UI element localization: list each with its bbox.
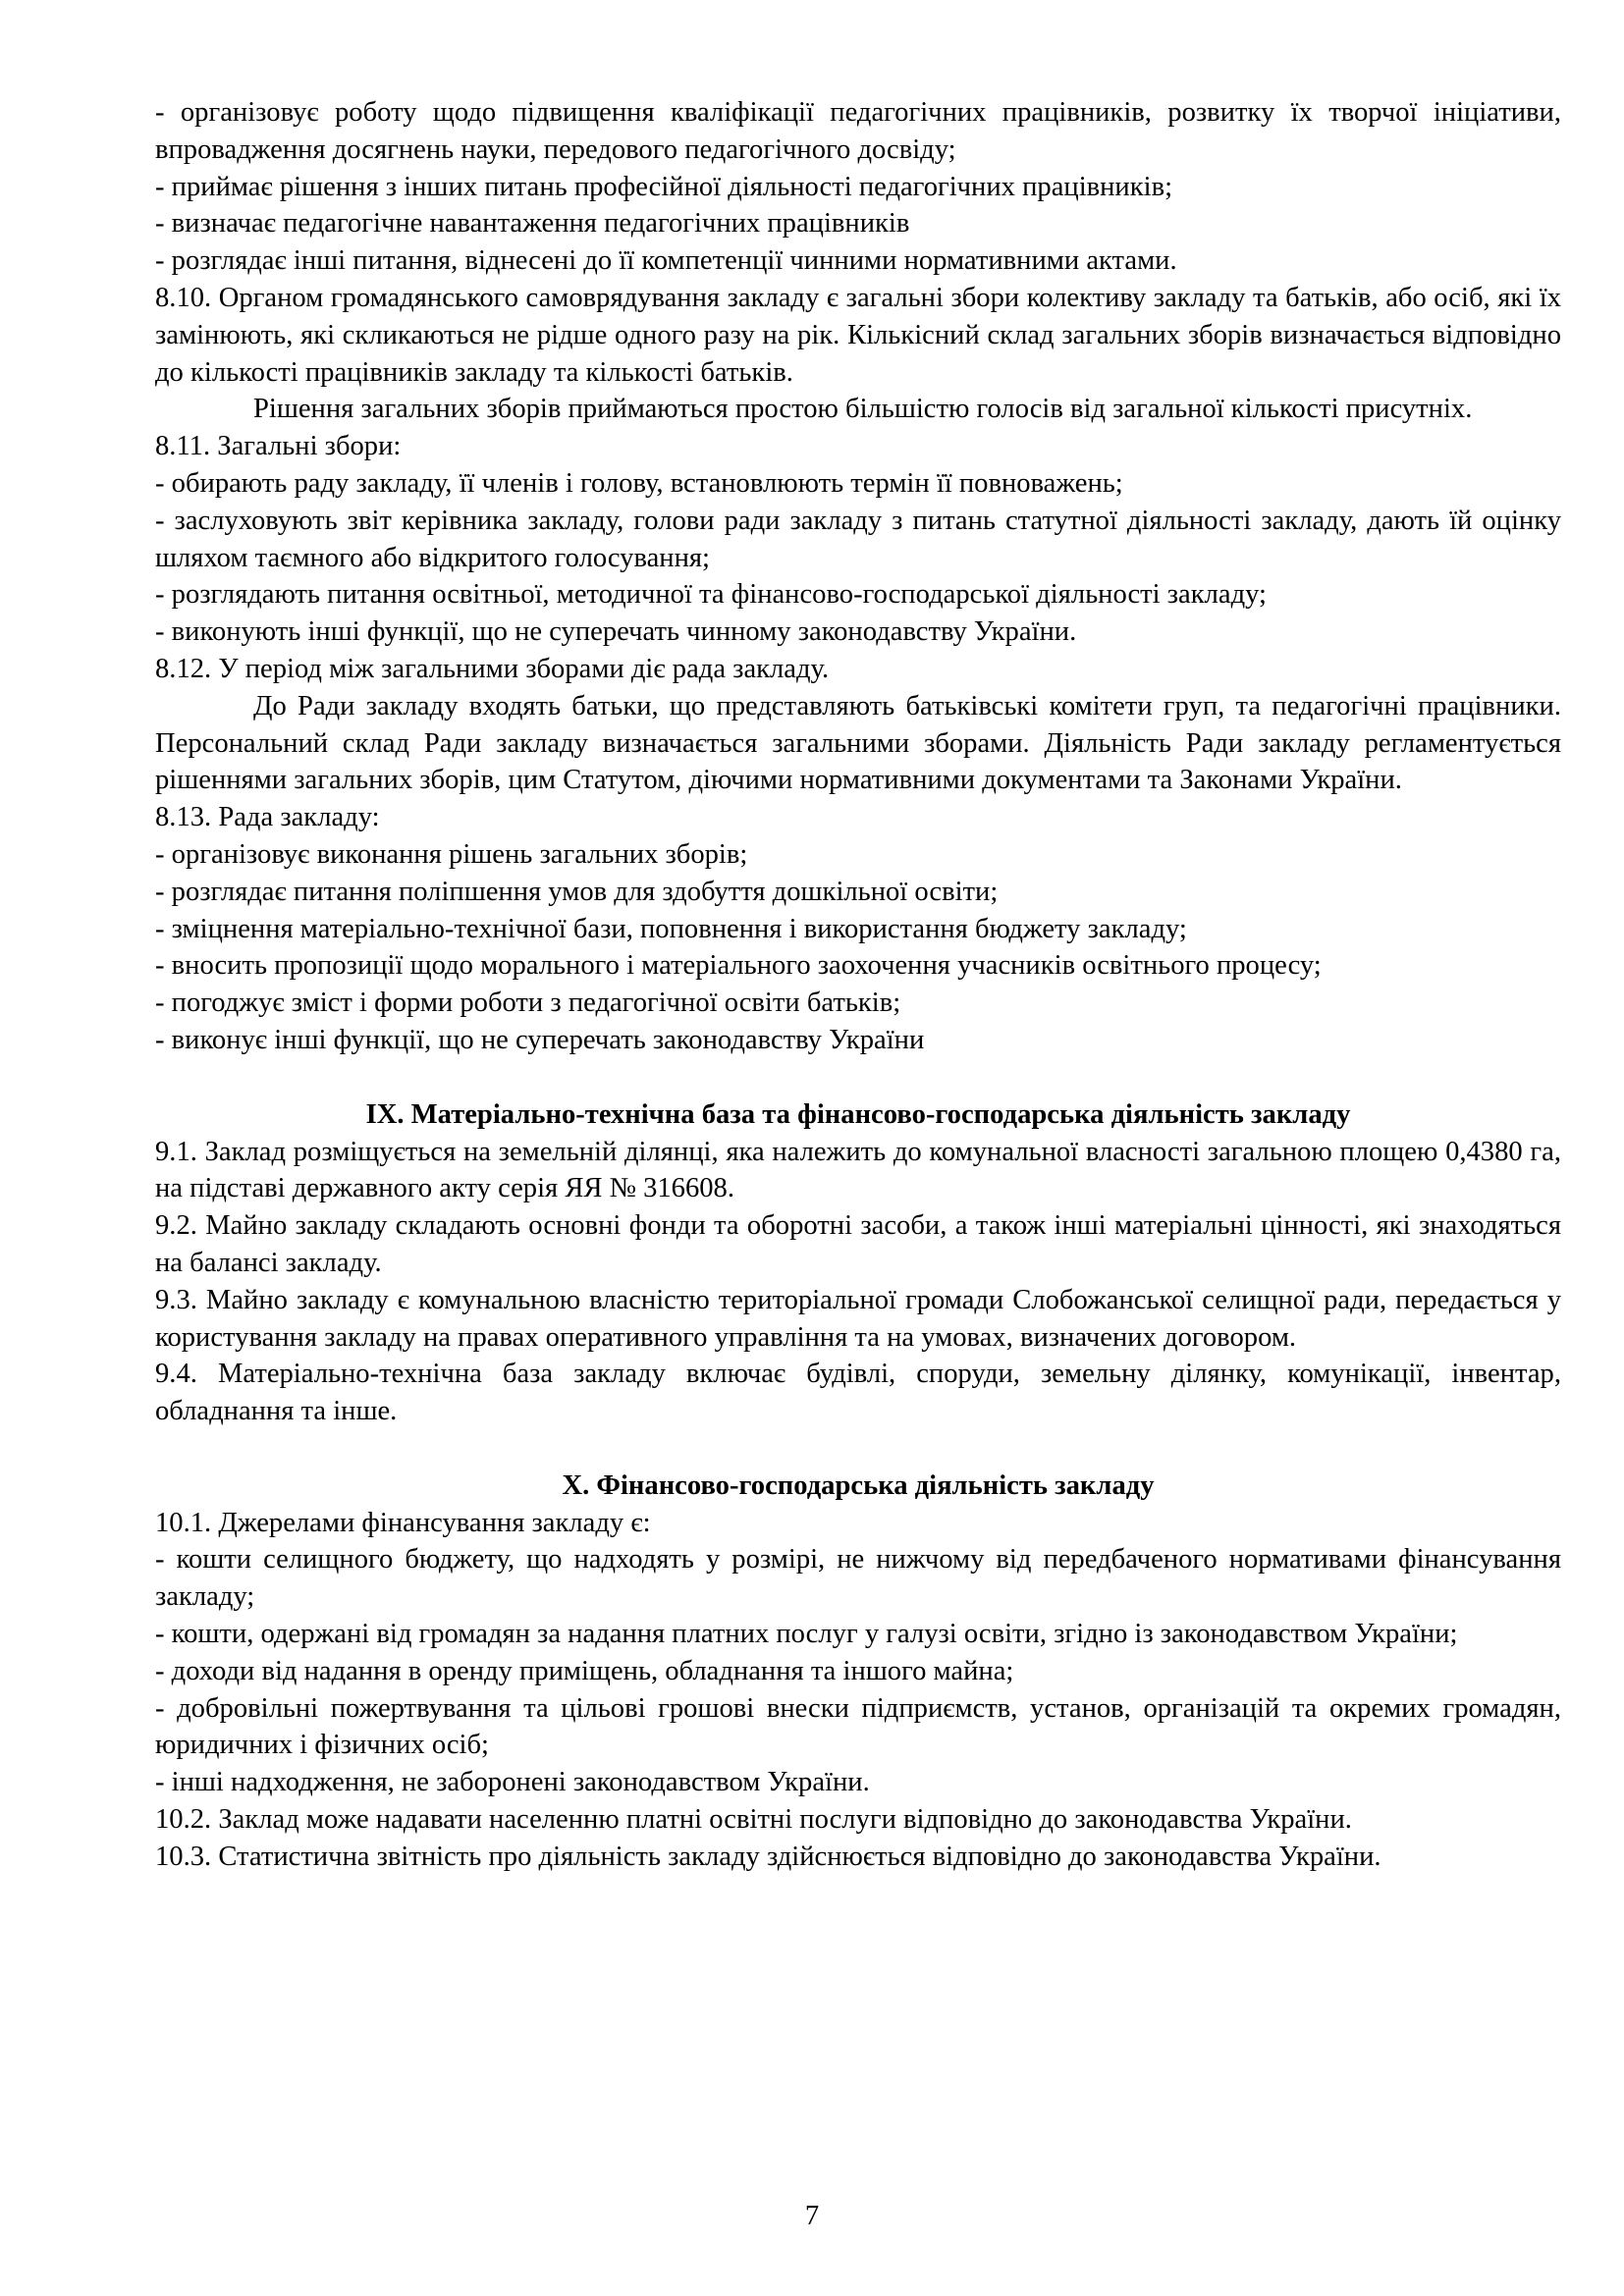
paragraph: - добровільні пожертвування та цільові грошові внески підприємств, установ, організацій та окремих громадян, юридичних і фізичних осіб; (155, 1692, 1561, 1761)
paragraph: - виконує інші функції, що не суперечать законодавству України (155, 1024, 925, 1055)
paragraph: Рішення загальних зборів приймаються простою більшістю голосів від загальної кількості присутніх. (253, 394, 1473, 425)
paragraph: До Ради закладу входять батьки, що представляють батьківські комітети груп, та педагогічні працівники. Персональний склад Ради закладу визначається загальними зборами. Діяльність Ради закладу регламентується рішеннями загальних зборів, цим Статутом, діючими нормативними документами та Законами України. (155, 690, 1561, 796)
page-number: 7 (804, 2201, 820, 2231)
paragraph-9-3: 9.3. Майно закладу є комунальною власністю територіальної громади Слобожанської селищної ради, передається у користування закладу на правах оперативного управління та на умовах, визначених договором. (155, 1284, 1561, 1353)
paragraph-8-13: 8.13. Рада закладу: (155, 802, 380, 833)
paragraph-8-10: 8.10. Органом громадянського самоврядування закладу є загальні збори колективу закладу та батьків, або осіб, які їх замінюють, які скликаються не рідше одного разу на рік. Кількісний склад загальних зборів визначається відповідно до кількості працівників закладу та кількості батьків. (155, 282, 1561, 388)
paragraph: - приймає рішення з інших питань професійної діяльності педагогічних працівників; (155, 171, 1173, 202)
paragraph-10-3: 10.3. Статистична звітність про діяльність закладу здійснюється відповідно до законодавства України. (155, 1841, 1381, 1872)
section-heading-9: IX. Матеріально-технічна база та фінансово-господарська діяльність закладу (365, 1098, 1351, 1130)
paragraph-8-12: 8.12. У період між загальними зборами діє рада закладу. (155, 653, 830, 684)
paragraph: - кошти, одержані від громадян за надання платних послуг у галузі освіти, згідно із законодавством України; (155, 1619, 1458, 1650)
paragraph: - виконують інші функції, що не суперечать чинному законодавству України. (155, 616, 1077, 648)
paragraph: - погоджує зміст і форми роботи з педагогічної освіти батьків; (155, 988, 901, 1019)
spacer (155, 1059, 1561, 1096)
section-heading-10: X. Фінансово-господарська діяльність закладу (562, 1469, 1155, 1501)
paragraph-10-1: 10.1. Джерелами фінансування закладу є: (155, 1507, 651, 1538)
paragraph-10-2: 10.2. Заклад може надавати населенню платні освітні послуги відповідно до законодавства України. (155, 1804, 1352, 1836)
paragraph-8-11: 8.11. Загальні збори: (155, 431, 402, 462)
paragraph: - обирають раду закладу, її членів і голову, встановлюють термін її повноважень; (155, 467, 1123, 499)
paragraph: - заслуховують звіт керівника закладу, голови ради закладу з питань статутної діяльності закладу, дають їй оцінку шляхом таємного або відкритого голосування; (155, 505, 1561, 573)
paragraph: - розглядає інші питання, віднесені до її компетенції чинними нормативними актами. (155, 245, 1177, 277)
spacer (155, 1430, 1561, 1468)
paragraph: - визначає педагогічне навантаження педагогічних працівників (155, 208, 910, 240)
paragraph: - розглядає питання поліпшення умов для здобуття дошкільної освіти; (155, 876, 999, 907)
paragraph-9-4: 9.4. Матеріально-технічна база закладу включає будівлі, споруди, земельну ділянку, комунікації, інвентар, обладнання та інше. (155, 1359, 1561, 1427)
paragraph-9-1: 9.1. Заклад розміщується на земельній ділянці, яка належить до комунальної власності загальною площею 0,4380 га, на підставі державного акту серія ЯЯ № 316608. (155, 1136, 1561, 1204)
paragraph: - зміцнення матеріально-технічної бази, поповнення і використання бюджету закладу; (155, 913, 1187, 944)
paragraph: - кошти селищного бюджету, що надходять у розмірі, не нижчому від передбаченого нормативами фінансування закладу; (155, 1544, 1561, 1613)
paragraph: - розглядають питання освітньої, методичної та фінансово-господарської діяльності закладу; (155, 579, 1267, 611)
paragraph: - доходи від надання в оренду приміщень, обладнання та іншого майна; (155, 1655, 1014, 1686)
paragraph: - вносить пропозиції щодо морального і матеріального заохочення учасників освітнього процесу; (155, 950, 1322, 982)
document-page (155, 94, 1561, 1876)
paragraph-9-2: 9.2. Майно закладу складають основні фонди та оборотні засоби, а також інші матеріальні цінності, які знаходяться на балансі закладу. (155, 1210, 1561, 1278)
paragraph: - організовує виконання рішень загальних зборів; (155, 838, 748, 870)
paragraph: - організовує роботу щодо підвищення кваліфікації педагогічних працівників, розвитку їх творчої ініціативи, впровадження досягнень науки, передового педагогічного досвіду; (155, 97, 1561, 165)
paragraph: - інші надходження, не заборонені законодавством України. (155, 1767, 870, 1798)
